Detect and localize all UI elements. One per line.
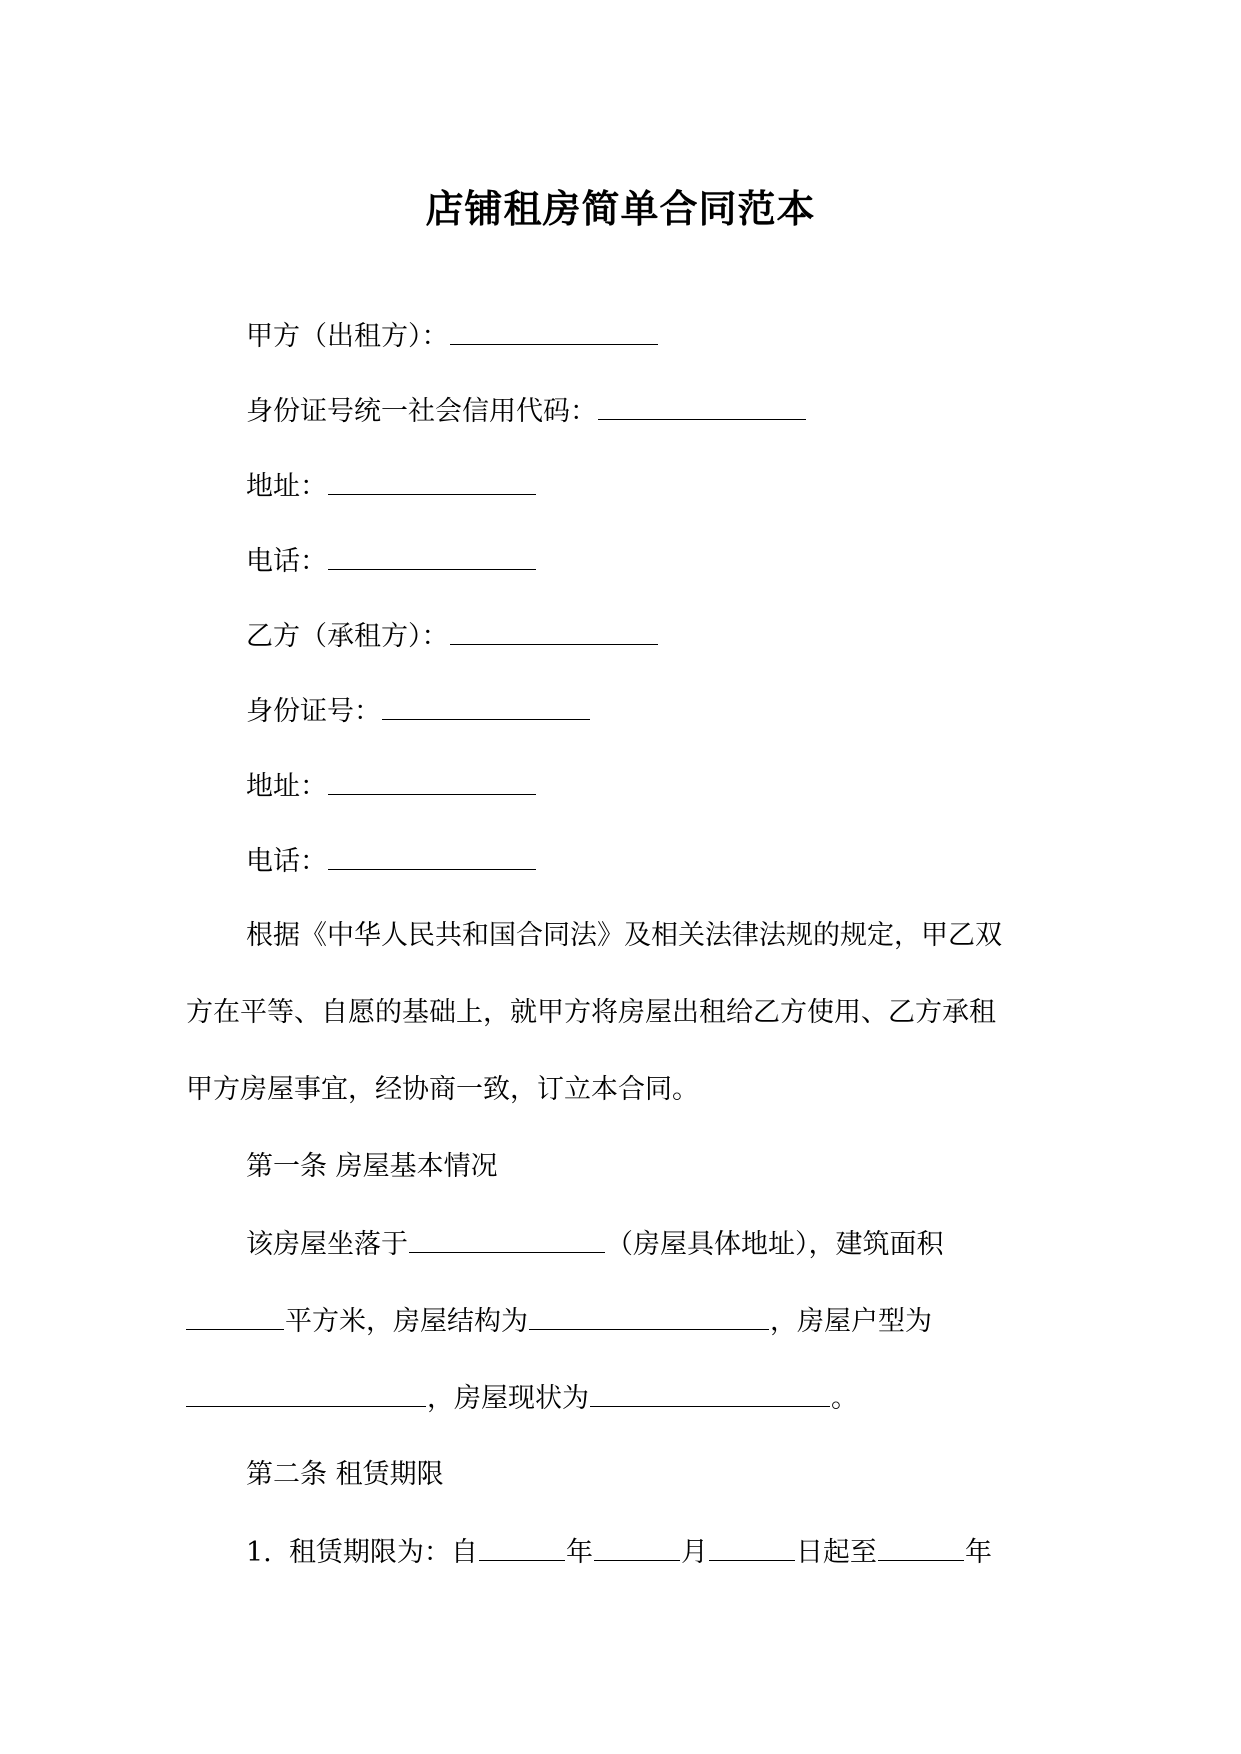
structure-label: 平方米，房屋结构为 [285, 1306, 528, 1337]
party-a-id-line [246, 391, 1126, 432]
party-b-id-line [246, 691, 1126, 732]
party-b-address-label: 地址： [246, 771, 327, 802]
party-a-id-blank[interactable] [598, 391, 806, 420]
intro-line-2: 方在平等、自愿的基础上，就甲方将房屋出租给乙方使用、乙方承租 [186, 997, 996, 1028]
party-a-address-label: 地址： [246, 471, 327, 502]
structure-blank[interactable] [529, 1301, 769, 1330]
start-day-blank[interactable] [709, 1532, 795, 1561]
party-b-phone-line [246, 841, 1126, 882]
party-a-phone-blank[interactable] [328, 541, 536, 570]
condition-label: ，房屋现状为 [427, 1383, 589, 1414]
end-year-label: 年 [964, 1537, 992, 1568]
start-month-blank[interactable] [594, 1532, 680, 1561]
start-year-blank[interactable] [479, 1532, 565, 1561]
area-label: （房屋具体地址），建筑面积 [606, 1229, 944, 1260]
location-blank[interactable] [409, 1224, 605, 1253]
intro-line-3: 甲方房屋事宜，经协商一致，订立本合同。 [186, 1074, 699, 1105]
party-b-phone-blank[interactable] [328, 841, 536, 870]
intro-line-1: 根据《中华人民共和国合同法》及相关法律法规的规定，甲乙双 [246, 920, 1002, 951]
party-a-address-line [246, 466, 1126, 507]
party-b-id-label: 身份证号： [246, 696, 381, 727]
party-a-phone-label: 电话： [246, 546, 327, 577]
article-1-heading: 第一条 房屋基本情况 [246, 1151, 498, 1182]
party-b-label: 乙方（承租方）： [246, 621, 449, 652]
day-to-label: 日起至 [795, 1537, 877, 1568]
party-b-phone-label: 电话： [246, 846, 327, 877]
period-mark: 。 [831, 1383, 858, 1414]
article-1-line-2 [186, 1301, 1066, 1342]
article-2-heading: 第二条 租赁期限 [246, 1459, 444, 1490]
party-a-phone-line [246, 541, 1126, 582]
term-label: 租赁期限为：自 [288, 1537, 478, 1568]
party-b-id-blank[interactable] [382, 691, 590, 720]
party-a-id-label: 身份证号统一社会信用代码： [246, 396, 597, 427]
month-label: 月 [680, 1537, 708, 1568]
party-b-address-line [246, 766, 1126, 807]
article-1-line-3 [186, 1378, 1066, 1419]
condition-blank[interactable] [590, 1378, 830, 1407]
party-a-blank[interactable] [450, 316, 658, 345]
area-blank[interactable] [186, 1301, 284, 1330]
party-b-blank[interactable] [450, 616, 658, 645]
article-2-item-1 [246, 1532, 1126, 1573]
item-number: 1. [246, 1537, 272, 1568]
layout-blank[interactable] [186, 1378, 426, 1407]
document-title: 店铺租房简单合同范本 [425, 186, 816, 231]
end-year-blank[interactable] [878, 1532, 964, 1561]
year-label: 年 [565, 1537, 593, 1568]
article-1-line-1 [246, 1224, 1126, 1265]
party-a-label: 甲方（出租方）： [246, 321, 449, 352]
party-a-line [246, 316, 1126, 357]
party-a-address-blank[interactable] [328, 466, 536, 495]
layout-label: ，房屋户型为 [770, 1306, 932, 1337]
party-b-address-blank[interactable] [328, 766, 536, 795]
party-b-line [246, 616, 1126, 657]
location-label: 该房屋坐落于 [246, 1229, 408, 1260]
